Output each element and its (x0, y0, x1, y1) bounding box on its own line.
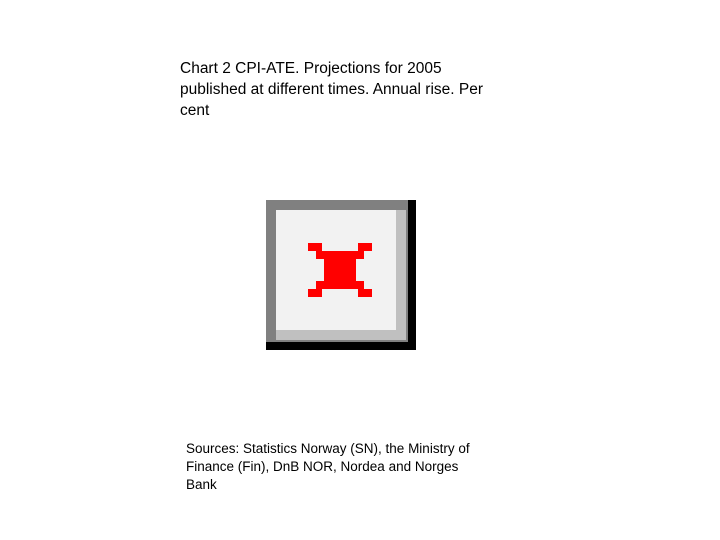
sources-note: Sources: Statistics Norway (SN), the Ministry of Finance (Fin), DnB NOR, Nordea and Norges Bank (186, 441, 470, 492)
chart-title: Chart 2 CPI-ATE. Projections for 2005 published at different times. Annual rise. Per cent (180, 60, 483, 119)
broken-image-icon (266, 200, 416, 350)
